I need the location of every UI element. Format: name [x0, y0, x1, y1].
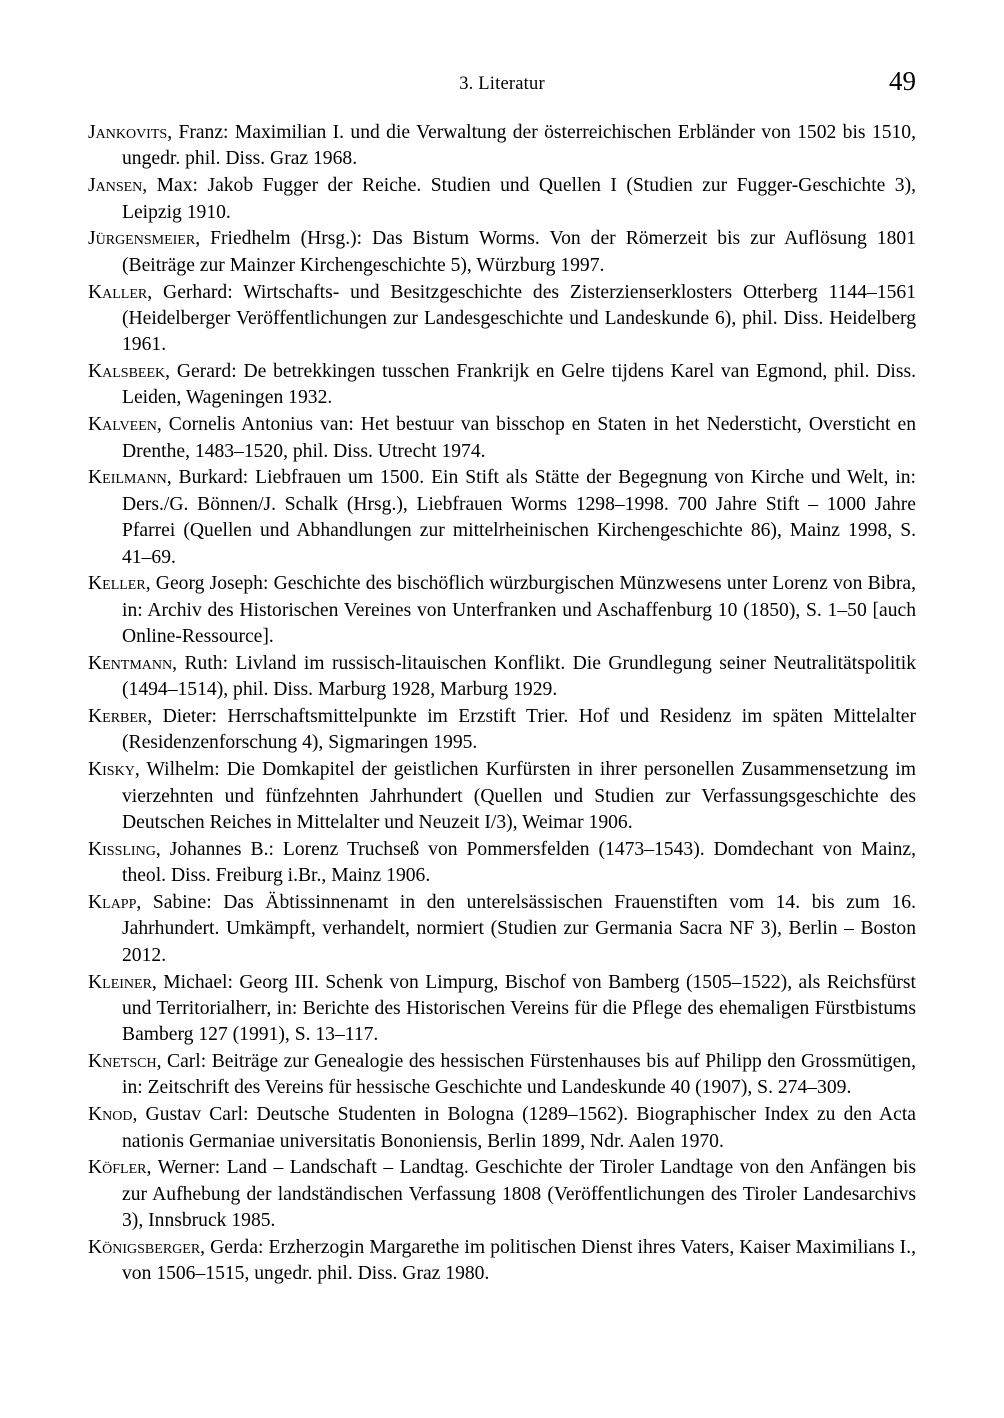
bibliography-entry: [88, 757, 916, 836]
bibliography-entry: [88, 837, 916, 890]
bibliography-entry: [88, 704, 916, 757]
entry-surname: Knetsch: [88, 1051, 157, 1073]
entry-text: , Werner: Land – Landschaft – Landtag. Geschichte der Tiroler Landtage von den Anfängen bis zur Aufhebung der landständischen Verfassung 1808 (Veröffentlichungen des Tiroler Landesarchivs 3), Innsbruck 1985.: [122, 1157, 916, 1232]
entry-surname: Kerber: [88, 706, 148, 728]
bibliography-entry: [88, 1102, 916, 1155]
entry-text: , Gerda: Erzherzogin Margarethe im politischen Dienst ihres Vaters, Kaiser Maximilians I., von 1506–1515, ungedr. phil. Diss. Graz 1980.: [122, 1236, 916, 1285]
entry-surname: Köfler: [88, 1157, 147, 1179]
entry-text: , Gerard: De betrekkingen tusschen Frankrijk en Gelre tijdens Karel van Egmond, phil. Diss. Leiden, Wageningen 1932.: [122, 361, 916, 409]
entry-text: , Max: Jakob Fugger der Reiche. Studien und Quellen I (Studien zur Fugger-Geschichte 3), Leipzig 1910.: [122, 175, 916, 223]
bibliography-entry: [88, 1235, 916, 1288]
entry-text: , Wilhelm: Die Domkapitel der geistlichen Kurfürsten in ihrer personellen Zusammensetzung im vierzehnten und fünfzehnten Jahrhundert (Quellen und Studien zur Verfassungsgeschichte des Deutschen Reiches in Mittelalter und Neuzeit I/3), Weimar 1906.: [122, 759, 916, 833]
entry-surname: Knod: [88, 1104, 133, 1126]
bibliography-entry: [88, 173, 916, 226]
bibliography-list: [88, 120, 916, 1288]
entry-surname: Jürgensmeier: [88, 228, 196, 250]
entry-text: , Franz: Maximilian I. und die Verwaltung der österreichischen Erbländer von 1502 bis 1510, ungedr. phil. Diss. Graz 1968.: [122, 122, 916, 170]
bibliography-entry: [88, 412, 916, 465]
entry-surname: Kissling: [88, 838, 156, 860]
entry-surname: Keilmann: [88, 467, 167, 489]
entry-text: , Ruth: Livland im russisch-litauischen Konflikt. Die Grundlegung seiner Neutralitätspolitik (1494–1514), phil. Diss. Marburg 1928, Marburg 1929.: [122, 652, 916, 701]
entry-text: , Carl: Beiträge zur Genealogie des hessischen Fürstenhauses bis auf Philipp den Grossmütigen, in: Zeitschrift des Vereins für hessische Geschichte und Landeskunde 40 (1907), S. 274–309.: [122, 1051, 916, 1099]
entry-text: , Gustav Carl: Deutsche Studenten in Bologna (1289–1562). Biographischer Index zu den Acta nationis Germaniae universitatis Bononiensis, Berlin 1899, Ndr. Aalen 1970.: [122, 1104, 916, 1152]
entry-text: , Dieter: Herrschaftsmittelpunkte im Erzstift Trier. Hof und Residenz im späten Mittelalter (Residenzenforschung 4), Sigmaringen 1995.: [122, 706, 916, 754]
entry-surname: Jankovits: [88, 122, 168, 143]
entry-surname: Kalsbeek: [88, 361, 166, 383]
entry-text: , Georg Joseph: Geschichte des bischöflich würzburgischen Münzwesens unter Lorenz von Bibra, in: Archiv des Historischen Vereines von Unterfranken und Aschaffenburg 10 (1850), S. 1–50 [auch Online-Ressource].: [122, 573, 916, 648]
bibliography-entry: [88, 359, 916, 412]
bibliography-entry: [88, 571, 916, 650]
page-number: 49: [889, 66, 916, 96]
bibliography-entry: [88, 120, 916, 173]
entry-surname: Kentmann: [88, 652, 173, 674]
entry-surname: Klapp: [88, 891, 137, 913]
bibliography-entry: [88, 1155, 916, 1234]
entry-surname: Kisky: [88, 759, 135, 781]
bibliography-entry: [88, 890, 916, 969]
bibliography-entry: [88, 970, 916, 1049]
entry-surname: Kalveen: [88, 414, 157, 436]
entry-text: , Cornelis Antonius van: Het bestuur van bisschop en Staten in het Nedersticht, Oversticht en Drenthe, 1483–1520, phil. Diss. Utrecht 1974.: [122, 414, 916, 462]
bibliography-entry: [88, 651, 916, 704]
entry-surname: Königsberger: [88, 1236, 201, 1258]
bibliography-entry: [88, 465, 916, 570]
bibliography-entry: [88, 1049, 916, 1102]
running-title: 3. Literatur: [459, 74, 545, 94]
bibliography-entry: [88, 280, 916, 359]
entry-surname: Kleiner: [88, 971, 152, 993]
bibliography-entry: [88, 226, 916, 279]
entry-text: , Michael: Georg III. Schenk von Limpurg, Bischof von Bamberg (1505–1522), als Reichsfürst und Territorialherr, in: Berichte des Historischen Vereins für die Pflege des ehemaligen Fürstbistums Bamberg 127 (1991), S. 13–117.: [122, 971, 916, 1046]
entry-text: , Gerhard: Wirtschafts- und Besitzgeschichte des Zisterzienserklosters Otterberg 1144–1561 (Heidelberger Veröffentlichungen zur Landesgeschichte und Landeskunde 6), phil. Diss. Heidelberg 1961.: [122, 281, 916, 356]
entry-text: , Johannes B.: Lorenz Truchseß von Pommersfelden (1473–1543). Domdechant von Mainz, theol. Diss. Freiburg i.Br., Mainz 1906.: [122, 838, 916, 887]
page-header: [88, 66, 916, 104]
entry-surname: Keller: [88, 573, 146, 595]
entry-surname: Jansen: [88, 175, 143, 197]
entry-text: , Burkard: Liebfrauen um 1500. Ein Stift als Stätte der Begegnung von Kirche und Welt, in: Ders./G. Bönnen/J. Schalk (Hrsg.), Liebfrauen Worms 1298–1998. 700 Jahre Stift – 1000 Jahre Pfarrei (Quellen und Abhandlungen zur mittelrheinischen Kirchengeschichte 86), Mainz 1998, S. 41–69.: [122, 467, 916, 568]
entry-surname: Kaller: [88, 281, 148, 303]
entry-text: , Friedhelm (Hrsg.): Das Bistum Worms. Von der Römerzeit bis zur Auflösung 1801 (Beiträge zur Mainzer Kirchengeschichte 5), Würzburg 1997.: [122, 228, 916, 276]
entry-text: , Sabine: Das Äbtissinnenamt in den unterelsässischen Frauenstiften vom 14. bis zum 16. Jahrhundert. Umkämpft, verhandelt, normiert (Studien zur Germania Sacra NF 3), Berlin – Boston 2012.: [122, 891, 916, 966]
